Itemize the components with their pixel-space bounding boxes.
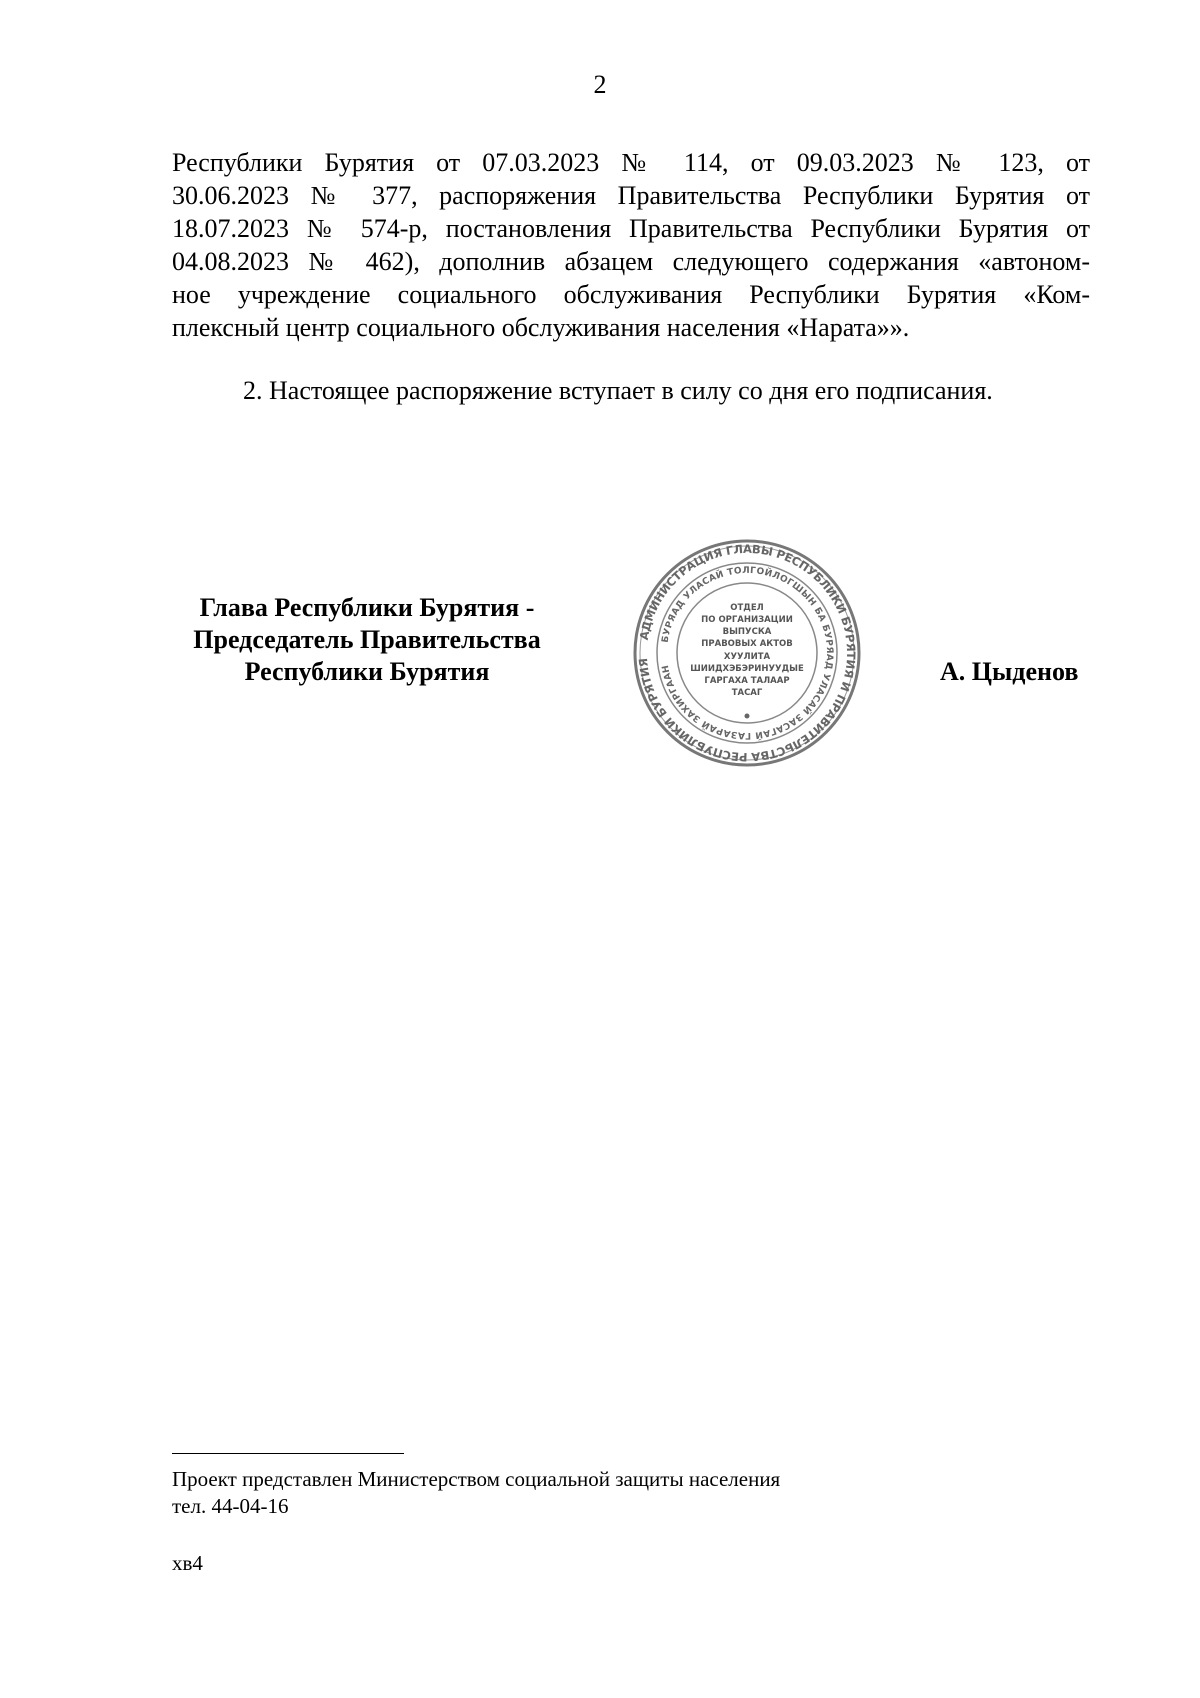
stamp-center-line: ВЫПУСКА <box>722 627 772 637</box>
paragraph-1-line: 30.06.2023 № 377, распоряжения Правительства Республики Бурятия от <box>172 181 1090 210</box>
footnote-phone: тел. 44-04-16 <box>172 1494 289 1518</box>
stamp-center-line: ПО ОРГАНИЗАЦИИ <box>701 615 793 625</box>
stamp-center-line: ШИИДХЭБЭРИНУУДЫЕ <box>690 664 804 674</box>
stamp-center-line: ТАСАГ <box>731 688 763 698</box>
stamp-center-line: ГАРГАХА ТАЛААР <box>704 676 790 686</box>
stamp-inner-text: БУРЯАД УЛАСАЙ ТОЛГОЙЛОГШЫН БА БУРЯАД УЛАСАЙ ЗАСАГАЙ ГАЗАРАЙ ЗАХИРГААН <box>660 565 835 741</box>
paragraph-1-line: Республики Бурятия от 07.03.2023 № 114, от 09.03.2023 № 123, от <box>172 148 1090 177</box>
signature-title-line: Председатель Правительства <box>193 625 541 654</box>
footnote-line: Проект представлен Министерством социальной защиты населения <box>172 1467 781 1491</box>
stamp-center-line: ПРАВОВЫХ АКТОВ <box>701 639 793 649</box>
signature-title-line: Глава Республики Бурятия - <box>199 593 535 622</box>
paragraph-1-line: ное учреждение социального обслуживания Республики Бурятия «Ком- <box>172 280 1090 309</box>
footnote-divider <box>172 1453 404 1454</box>
signatory-name: А. Цыденов <box>940 657 1079 686</box>
document-code: хв4 <box>172 1551 203 1575</box>
paragraph-1-line: 18.07.2023 № 574-р, постановления Правительства Республики Бурятия от <box>172 214 1090 243</box>
paragraph-1-line: 04.08.2023 № 462), дополнив абзацем следующего содержания «автоном- <box>172 247 1090 276</box>
signature-title-line: Республики Бурятия <box>244 657 490 686</box>
signature-title <box>172 592 562 688</box>
stamp-center-line: ХУУЛИТА <box>723 652 771 662</box>
footnote <box>172 1466 780 1520</box>
page-number: 2 <box>593 70 607 99</box>
official-stamp-seal <box>632 538 862 768</box>
paragraph-1 <box>172 146 1090 344</box>
stamp-center-line: ОТДЕЛ <box>730 603 764 613</box>
paragraph-1-line: плексный центр социального обслуживания населения «Нарата»». <box>172 313 910 342</box>
stamp-outer-text: АДМИНИСТРАЦИЯ ГЛАВЫ РЕСПУБЛИКИ БУРЯТИЯ И ПРАВИТЕЛЬСТВА РЕСПУБЛИКИ БУРЯТИЯ <box>636 541 859 765</box>
paragraph-2: 2. Настоящее распоряжение вступает в силу со дня его подписания. <box>243 376 993 405</box>
